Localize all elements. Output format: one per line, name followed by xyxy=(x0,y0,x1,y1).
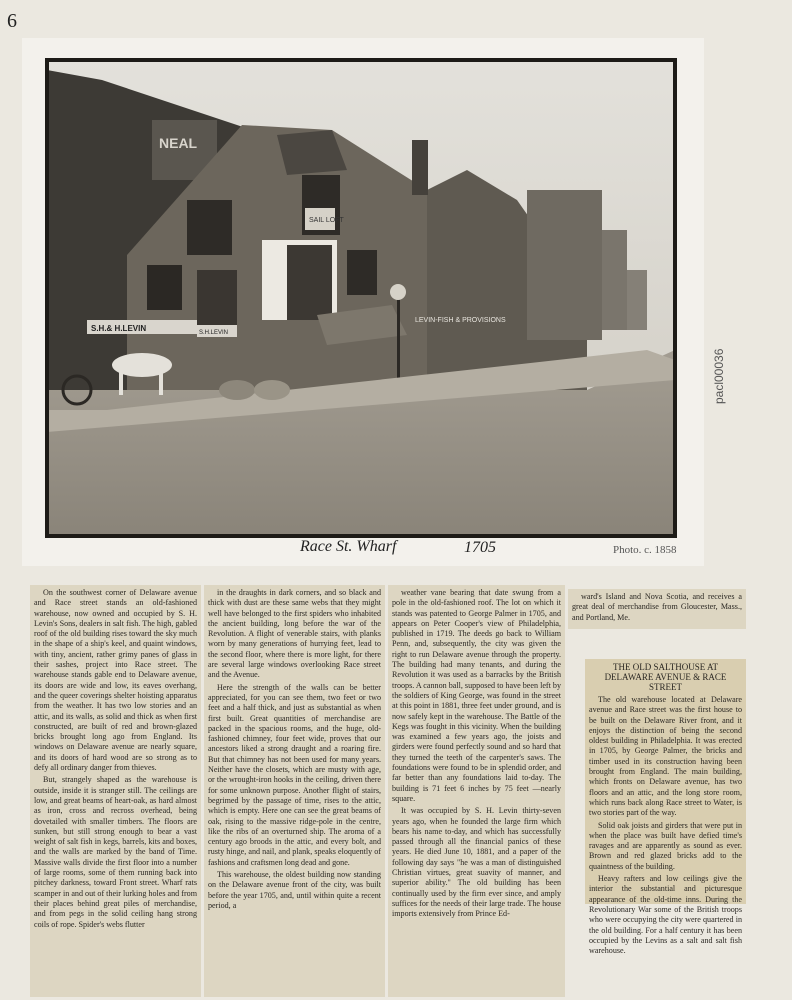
article-paragraph: weather vane bearing that date swung from a pole in the old-fashioned roof. The lot on which it stands was patented to George Palmer in 1705, and appears on Peter Cooper's view of Philadelphia, published in 1719. The deeds go back to William Penn, and, subsequently, the city was given the right to run Delaware avenue through the property. The building had many tenants, and during the Revolution it was used as a barracks by the British troops. A cannon ball, supposed to have been left by the soldiers of King George, was found in the street at this point in 1881, three feet under ground, and is now safely kept in the warehouse. The Battle of the Kegs was fought in this vicinity. When the building was examined a few years ago, the joists and girders were found perfectly sound and so hard that they turned the teeth of the carpenter's saws. The foundations were found to be in splendid order, and far better than any foundations laid to-day. The building is 71 feet 6 inches by 75 feet —nearly square. xyxy=(392,588,561,803)
salthouse-clipping xyxy=(585,659,746,956)
catalog-id: pacl00036 xyxy=(712,348,726,404)
article-paragraph: This warehouse, the oldest building now standing on the Delaware avenue front of the city, was built before the year 1705, and, until within quite a recent period, a xyxy=(208,870,381,910)
article-column-1 xyxy=(30,585,201,997)
caption-title: Race St. Wharf xyxy=(300,538,397,555)
sign-neal: NEAL xyxy=(159,135,198,151)
article-paragraph: Here the strength of the walls can be better appreciated, for you can see them, two feet or two feet and a half thick, and just as substantial as when first built. Great quantities of merchandise are packed in the spacious rooms, and the huge, old-fashioned chimney, four feet wide, proves that our ancestors liked a strong draught and a roaring fire. But that chimney has not been used for many years. Neither have the closets, which are musty with age, or the wrought-iron hooks in the ceiling, driven there for some unknown purpose. Another flight of stairs, begrimed by the passage of time, rises to the attic, which is empty. Here one can see the great beams of oak, rising to the massive ridge-pole in the centre, like the ribs of an overturned ship. The aroma of a century ago broods in the attic, and every bolt, and rusty hinge, and nail, and plank, speaks eloquently of fashions and craftsmen long dead and gone. xyxy=(208,682,381,867)
article-paragraph: On the southwest corner of Delaware avenue and Race street stands an old-fashioned warehouse, now owned and occupied by S. H. Levin's Sons, dealers in salt fish. The high, gabled roof of the old building rises toward the sky much in the shape of a ship's keel, and quaint windows, with tiny, ancient, rather grimy panes of glass in their sashes, project into Race street. The warehouse stands gable end to Delaware avenue, its doors are wide and low, its eaves overhang, and the queer coverings shelter hoisting apparatus from the weather. It has two low stories and an attic, and its walls, as solid and thick as when first constructed, are built of red and brown-glazed bricks brought long ago from England. Its windows on Delaware avenue are nearly square, and its doors of hard wood are so strong as to defy all ordinary danger from thieves. xyxy=(34,588,197,773)
sign-levin-2: S.H.LEVIN xyxy=(199,330,229,336)
article-column-3 xyxy=(388,585,565,997)
clipping-paragraph: Heavy rafters and low ceilings give the interior the substantial and picturesque appearance of the old-time inns. During the Revolutionary War some of the British troops who were occupying the city were quartered in the old building. For a half century it has been occupied by the Levins as a salt and salt fish warehouse. xyxy=(589,874,742,956)
photograph-image xyxy=(47,60,675,536)
article-paragraph: It was occupied by S. H. Levin thirty-seven years ago, when he founded the large firm which bears his name to-day, and which has successfully passed through all the financial panics of these years. He died June 10, 1881, and a paper of the following day says "he was a man of distinguished Christian virtues, great suavity of manner, and superior ability." The old building has been continually used by the firm ever since, and amply suffices for the needs of their large trade. The house imports extensively from Prince Ed- xyxy=(392,806,561,919)
caption-year: 1705 xyxy=(464,539,496,556)
clipping-paragraph: Solid oak joists and girders that were put in when the place was built have defied time's ravages and are apparently as sound as ever. Brown and red glazed bricks add to the quaintness of the building. xyxy=(589,820,742,871)
caption-photo-note: Photo. c. 1858 xyxy=(613,544,677,556)
page-number: 6 xyxy=(7,10,17,32)
article-column-4 xyxy=(568,589,746,629)
sign-sail-loft: SAIL LOFT xyxy=(309,217,344,224)
clipping-paragraph: The old warehouse located at Delaware avenue and Race street was the first house to be built on the Delaware River front, and it enjoys the distinction of being the second oldest building in Philadelphia. It was erected in 1705, by George Palmer, the bricks and timber used in its construction having been brought from England. The main building, which fronts on Delaware avenue, has two floors and an attic, and the long store room, which runs back along Race street to Water, is two stories part of the way. xyxy=(589,695,742,818)
article-paragraph: But, strangely shaped as the warehouse is outside, inside it is stranger still. The ceilings are low, and great beams of heart-oak, as hard almost as iron, cross and recross overhead, being dovetailed with smaller timbers. The floors are sunken, but still strong enough to bear a vast weight of salt fish in kegs, barrels, kits and boxes, and the walls are marked by the band of Time. Massive walls divide the first floor into a number of large rooms, some of them running back into pitchey darkness, toward Front street. Wharf rats scamper in and out of their lurking holes and from their places behind great piles of merchandise, and from pegs in the solid ceiling hang strong coils of rope. Spider's webs flutter xyxy=(34,775,197,929)
article-column-2 xyxy=(204,585,385,997)
clipping-title: THE OLD SALTHOUSE AT DELAWARE AVENUE & RACE STREET xyxy=(604,662,727,692)
article-paragraph: in the draughts in dark corners, and so black and thick with dust are these same webs that they might well have belonged to the first spiders who inhabited the ancient building, long before the war of the Revolution. A flight of venerable stairs, with planks worn by many generations of hurrying feet, lead to the second floor, where there is more light, for there are several large windows overlooking Race street and the Avenue. xyxy=(208,588,381,680)
historic-photograph xyxy=(45,58,677,538)
sign-levin: S.H.& H.LEVIN xyxy=(91,324,147,333)
sign-fish: LEVIN-FISH & PROVISIONS xyxy=(415,317,506,324)
article-paragraph: ward's Island and Nova Scotia, and receives a great deal of merchandise from Gloucester, Mass., and Portland, Me. xyxy=(572,592,742,622)
